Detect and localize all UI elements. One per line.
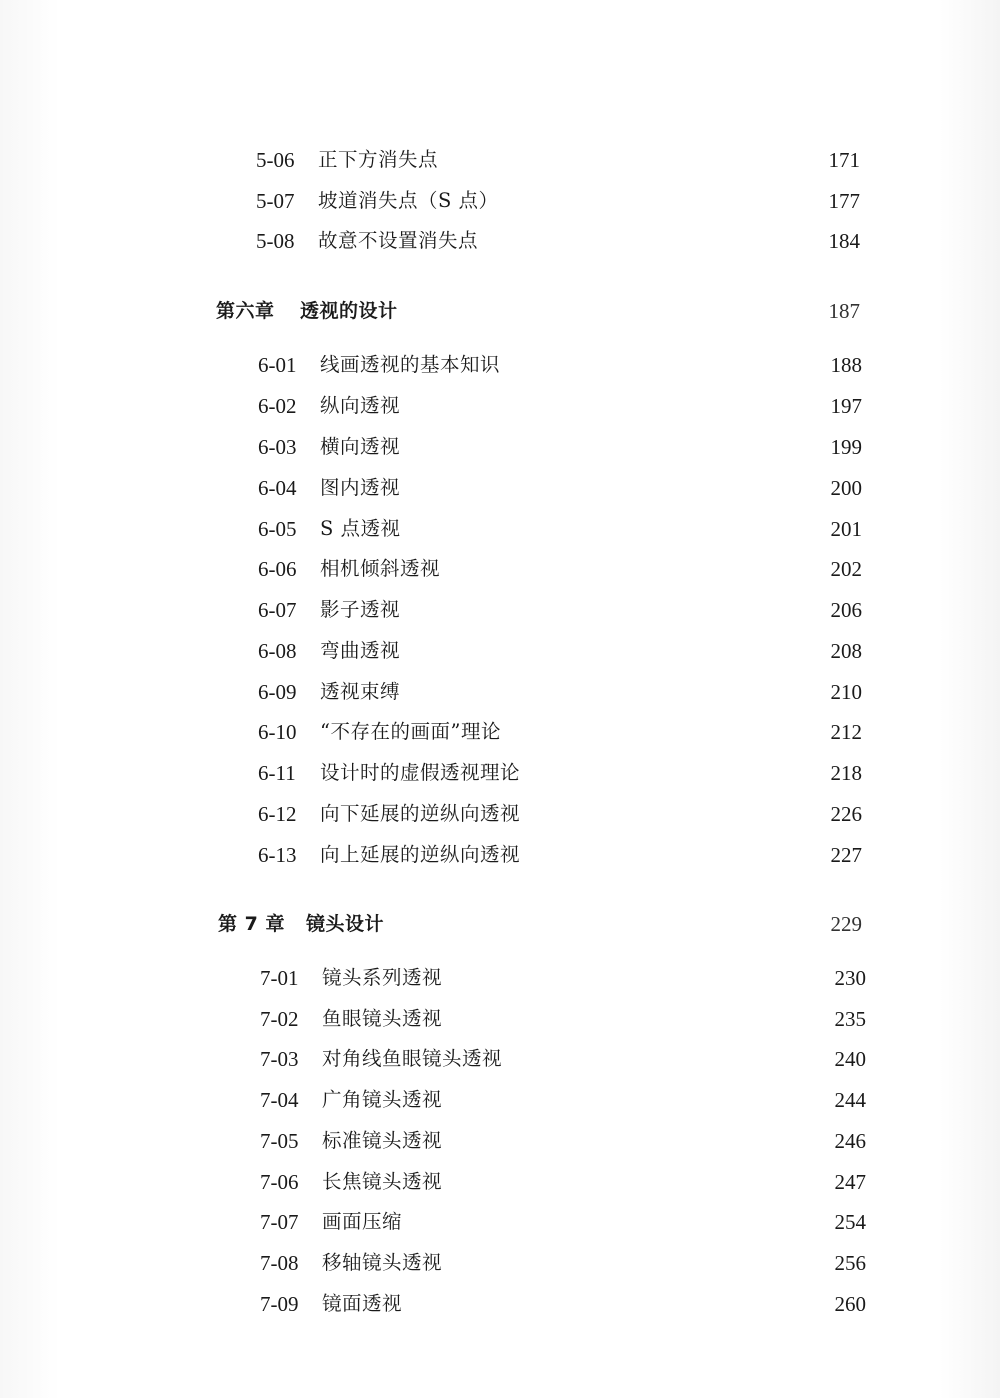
entry-page: 200 [830,476,862,500]
entry-page: 256 [834,1251,866,1275]
entry-page: 199 [830,435,862,459]
entry-number: 7-09 [260,1292,299,1316]
entry-number: 6-05 [258,517,297,541]
entry-title: “不存在的画面”理论 [320,720,501,743]
entry-title: 镜面透视 [322,1292,403,1315]
entry-number: 7-08 [260,1251,299,1275]
toc-entry [258,753,868,793]
entry-number: 7-02 [260,1007,299,1031]
entry-page: 202 [830,557,862,581]
entry-page: 260 [834,1292,866,1316]
toc-entry [258,549,868,589]
entry-number: 6-01 [258,353,297,377]
entry-title: 纵向透视 [320,394,401,417]
entry-number: 7-07 [260,1210,299,1234]
toc-entry [260,1243,870,1283]
entry-page: 235 [834,1007,866,1031]
entry-number: 7-03 [260,1047,299,1071]
entry-title: S 点透视 [320,517,401,540]
entry-title: 广角镜头透视 [322,1088,443,1111]
entry-page: 171 [828,148,860,172]
entry-title: 向下延展的逆纵向透视 [320,802,521,825]
entry-title: 对角线鱼眼镜头透视 [322,1047,503,1070]
toc-entry [260,958,870,998]
entry-title: 正下方消失点 [318,148,439,171]
entry-number: 5-08 [256,229,295,253]
entry-title: 标准镜头透视 [322,1129,443,1152]
toc-entry [258,794,868,834]
entry-title: 移轴镜头透视 [322,1251,443,1274]
toc-entry [258,712,868,752]
entry-page: 188 [830,353,862,377]
entry-number: 6-10 [258,720,297,744]
entry-page: 206 [830,598,862,622]
entry-page: 208 [830,639,862,663]
entry-page: 197 [830,394,862,418]
toc-entry [256,181,866,221]
entry-page: 212 [830,720,862,744]
entry-page: 184 [828,229,860,253]
entry-title: 坡道消失点（S 点） [318,189,499,212]
chapter-label: 第 7 章 [218,913,285,935]
chapter-title: 透视的设计 [300,300,398,322]
chapter-heading [218,904,868,944]
toc-entry [260,1080,870,1120]
toc-entry [258,672,868,712]
toc-entry [260,1121,870,1161]
entry-number: 6-13 [258,843,297,867]
toc-entry [260,1284,870,1324]
chapter-heading [216,291,866,331]
entry-number: 6-03 [258,435,297,459]
toc-entry [258,468,868,508]
chapter-title: 镜头设计 [306,913,385,935]
entry-number: 6-12 [258,802,297,826]
toc-entry [258,509,868,549]
entry-number: 6-02 [258,394,297,418]
entry-title: 相机倾斜透视 [320,557,441,580]
entry-title: 画面压缩 [322,1210,403,1233]
toc-entry [260,1162,870,1202]
toc-entry [256,140,866,180]
toc-entry [258,590,868,630]
chapter-page: 187 [828,299,860,323]
entry-number: 7-05 [260,1129,299,1153]
entry-page: 210 [830,680,862,704]
entry-page: 227 [830,843,862,867]
toc-entry [258,345,868,385]
entry-title: 鱼眼镜头透视 [322,1007,443,1030]
entry-title: 弯曲透视 [320,639,401,662]
entry-title: 图内透视 [320,476,401,499]
entry-page: 254 [834,1210,866,1234]
entry-page: 201 [830,517,862,541]
entry-number: 5-07 [256,189,295,213]
toc-entry [258,835,868,875]
entry-title: 故意不设置消失点 [318,229,479,252]
entry-title: 影子透视 [320,598,401,621]
entry-title: 镜头系列透视 [322,966,443,989]
entry-title: 向上延展的逆纵向透视 [320,843,521,866]
entry-number: 6-04 [258,476,297,500]
entry-page: 246 [834,1129,866,1153]
toc-entry [258,386,868,426]
entry-number: 6-11 [258,761,296,785]
entry-number: 7-06 [260,1170,299,1194]
toc-entry [258,631,868,671]
entry-number: 7-04 [260,1088,299,1112]
entry-title: 透视束缚 [320,680,401,703]
chapter-page: 229 [830,912,862,936]
toc-entry [260,1039,870,1079]
entry-number: 7-01 [260,966,299,990]
entry-number: 6-07 [258,598,297,622]
toc-entry [256,221,866,261]
toc-entry [258,427,868,467]
entry-title: 线画透视的基本知识 [320,353,501,376]
entry-number: 6-06 [258,557,297,581]
chapter-label: 第六章 [216,300,275,322]
toc-entry [260,999,870,1039]
entry-page: 226 [830,802,862,826]
entry-number: 6-08 [258,639,297,663]
entry-title: 横向透视 [320,435,401,458]
entry-page: 218 [830,761,862,785]
entry-page: 177 [828,189,860,213]
entry-number: 5-06 [256,148,295,172]
entry-page: 230 [834,966,866,990]
entry-page: 240 [834,1047,866,1071]
entry-page: 247 [834,1170,866,1194]
entry-title: 长焦镜头透视 [322,1170,443,1193]
entry-title: 设计时的虚假透视理论 [320,761,521,784]
entry-number: 6-09 [258,680,297,704]
entry-page: 244 [834,1088,866,1112]
toc-entry [260,1202,870,1242]
